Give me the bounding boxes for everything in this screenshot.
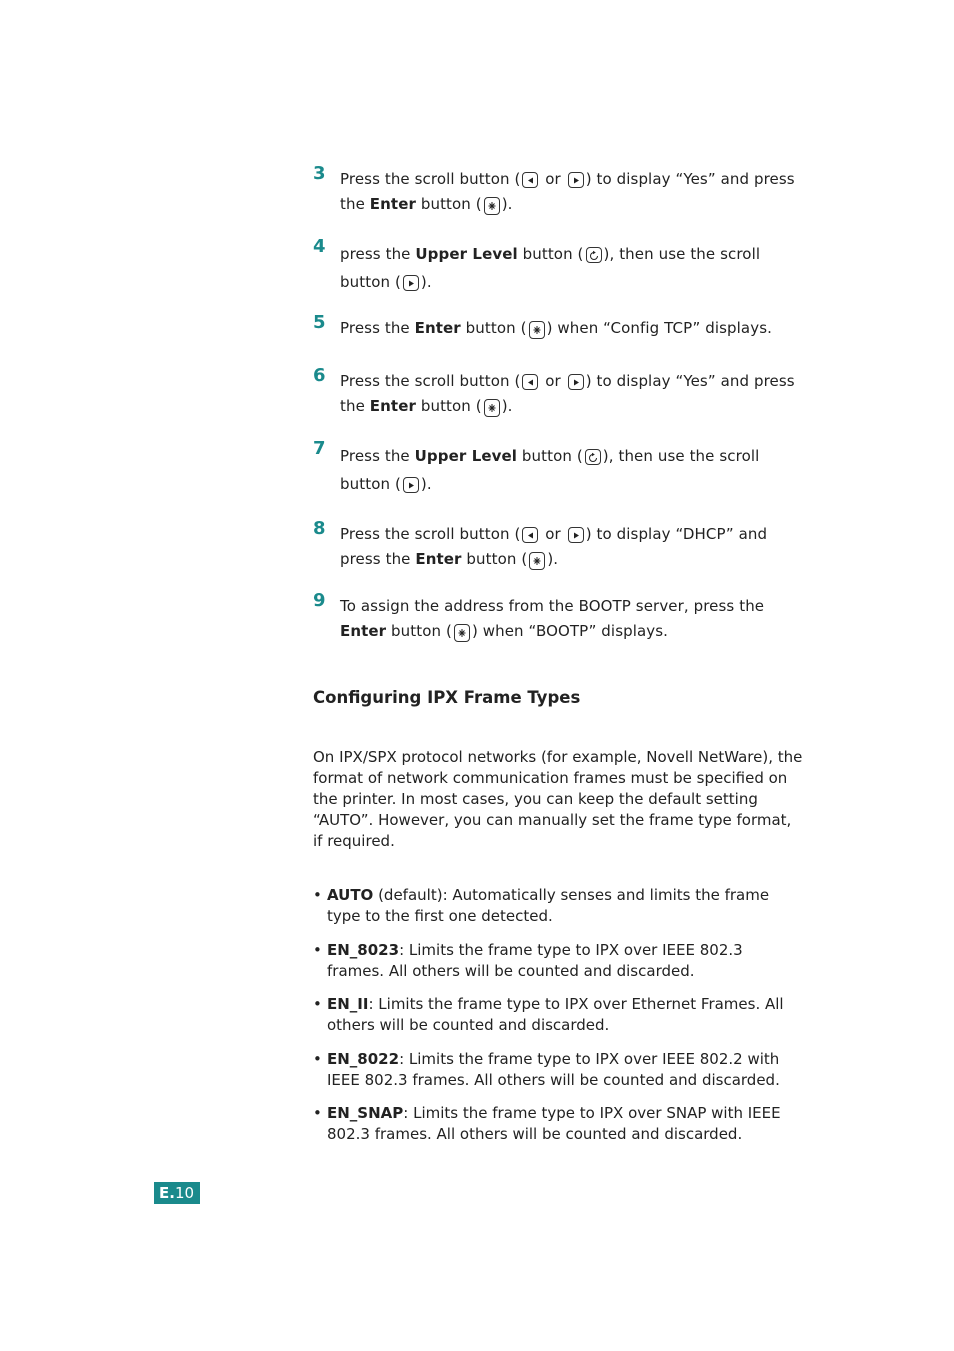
frame-type-text: EN_8022: Limits the frame type to IPX over IEEE 802.2 with IEEE 802.3 frames. All others will be counted and discarded. [327, 1050, 780, 1089]
button-name: Enter [369, 194, 416, 213]
page-number: 10 [174, 1184, 195, 1202]
bullet-marker: • [313, 886, 322, 904]
enter-icon [454, 624, 470, 642]
bullet-marker: • [313, 995, 322, 1013]
scroll-right-icon [568, 172, 584, 188]
button-name: Upper Level [415, 245, 518, 263]
button-name: Enter [414, 319, 461, 337]
enter-icon [529, 321, 545, 339]
scroll-right-icon [568, 374, 584, 390]
scroll-right-icon [403, 275, 419, 291]
step-number: 4 [313, 236, 326, 257]
step-number: 9 [313, 590, 326, 611]
button-name: Upper Level [414, 447, 518, 465]
scroll-left-icon [522, 527, 538, 543]
enter-icon [484, 399, 500, 417]
enter-icon [529, 552, 545, 570]
frame-type-term: EN_II [327, 995, 369, 1013]
button-name: Enter [369, 396, 416, 415]
frame-type-text: EN_8023: Limits the frame type to IPX over IEEE 802.3 frames. All others will be counted and discarded. [327, 941, 743, 980]
upper-level-icon [585, 449, 601, 465]
bullet-marker: • [313, 941, 322, 959]
step-text: To assign the address from the BOOTP server, press the Enter button ( ) when “BOOTP” displays. [340, 597, 765, 640]
page-prefix: E. [159, 1184, 175, 1202]
frame-type-text: AUTO (default): Automatically senses and limits the frame type to the first one detected. [327, 886, 770, 925]
step-number: 7 [313, 438, 326, 459]
step-text: Press the Upper Level button ( ), then use the scroll button ( ). [340, 447, 760, 493]
frame-type-term: EN_8023 [327, 941, 400, 959]
scroll-right-icon [568, 527, 584, 543]
step-text: Press the Enter button ( ) when “Config TCP” displays. [340, 319, 772, 337]
page-number-badge [154, 1182, 200, 1204]
step-text: Press the scroll button ( or ) to display “DHCP” and press the Enter button ( ). [340, 525, 768, 568]
button-name: Enter [415, 549, 462, 568]
frame-type-term: AUTO [327, 886, 374, 904]
frame-type-term: EN_SNAP [327, 1104, 404, 1122]
step-text: press the Upper Level button ( ), then use the scroll button ( ). [340, 245, 761, 291]
bullet-marker: • [313, 1104, 322, 1122]
step-number: 5 [313, 312, 326, 333]
bullet-marker: • [313, 1050, 322, 1068]
scroll-left-icon [522, 374, 538, 390]
step-number: 6 [313, 365, 326, 386]
step-text: Press the scroll button ( or ) to display “Yes” and press the Enter button ( ). [340, 372, 795, 415]
step-number: 3 [313, 163, 326, 184]
enter-icon [484, 197, 500, 215]
intro-paragraph: On IPX/SPX protocol networks (for example, Novell NetWare), the format of network communication frames must be specified on the printer. In most cases, you can keep the default setting “AUTO”. However, you can manually set the frame type format, if required. [313, 748, 803, 850]
scroll-right-icon [403, 477, 419, 493]
scroll-left-icon [522, 172, 538, 188]
frame-type-text: EN_II: Limits the frame type to IPX over Ethernet Frames. All others will be counted and discarded. [327, 995, 784, 1034]
button-name: Enter [340, 621, 387, 640]
section-title: Configuring IPX Frame Types [313, 688, 581, 707]
frame-type-term: EN_8022 [327, 1050, 400, 1068]
frame-type-text: EN_SNAP: Limits the frame type to IPX over SNAP with IEEE 802.3 frames. All others will be counted and discarded. [327, 1104, 781, 1143]
step-text: Press the scroll button ( or ) to display “Yes” and press the Enter button ( ). [340, 170, 795, 213]
step-number: 8 [313, 518, 326, 539]
upper-level-icon [586, 247, 602, 263]
